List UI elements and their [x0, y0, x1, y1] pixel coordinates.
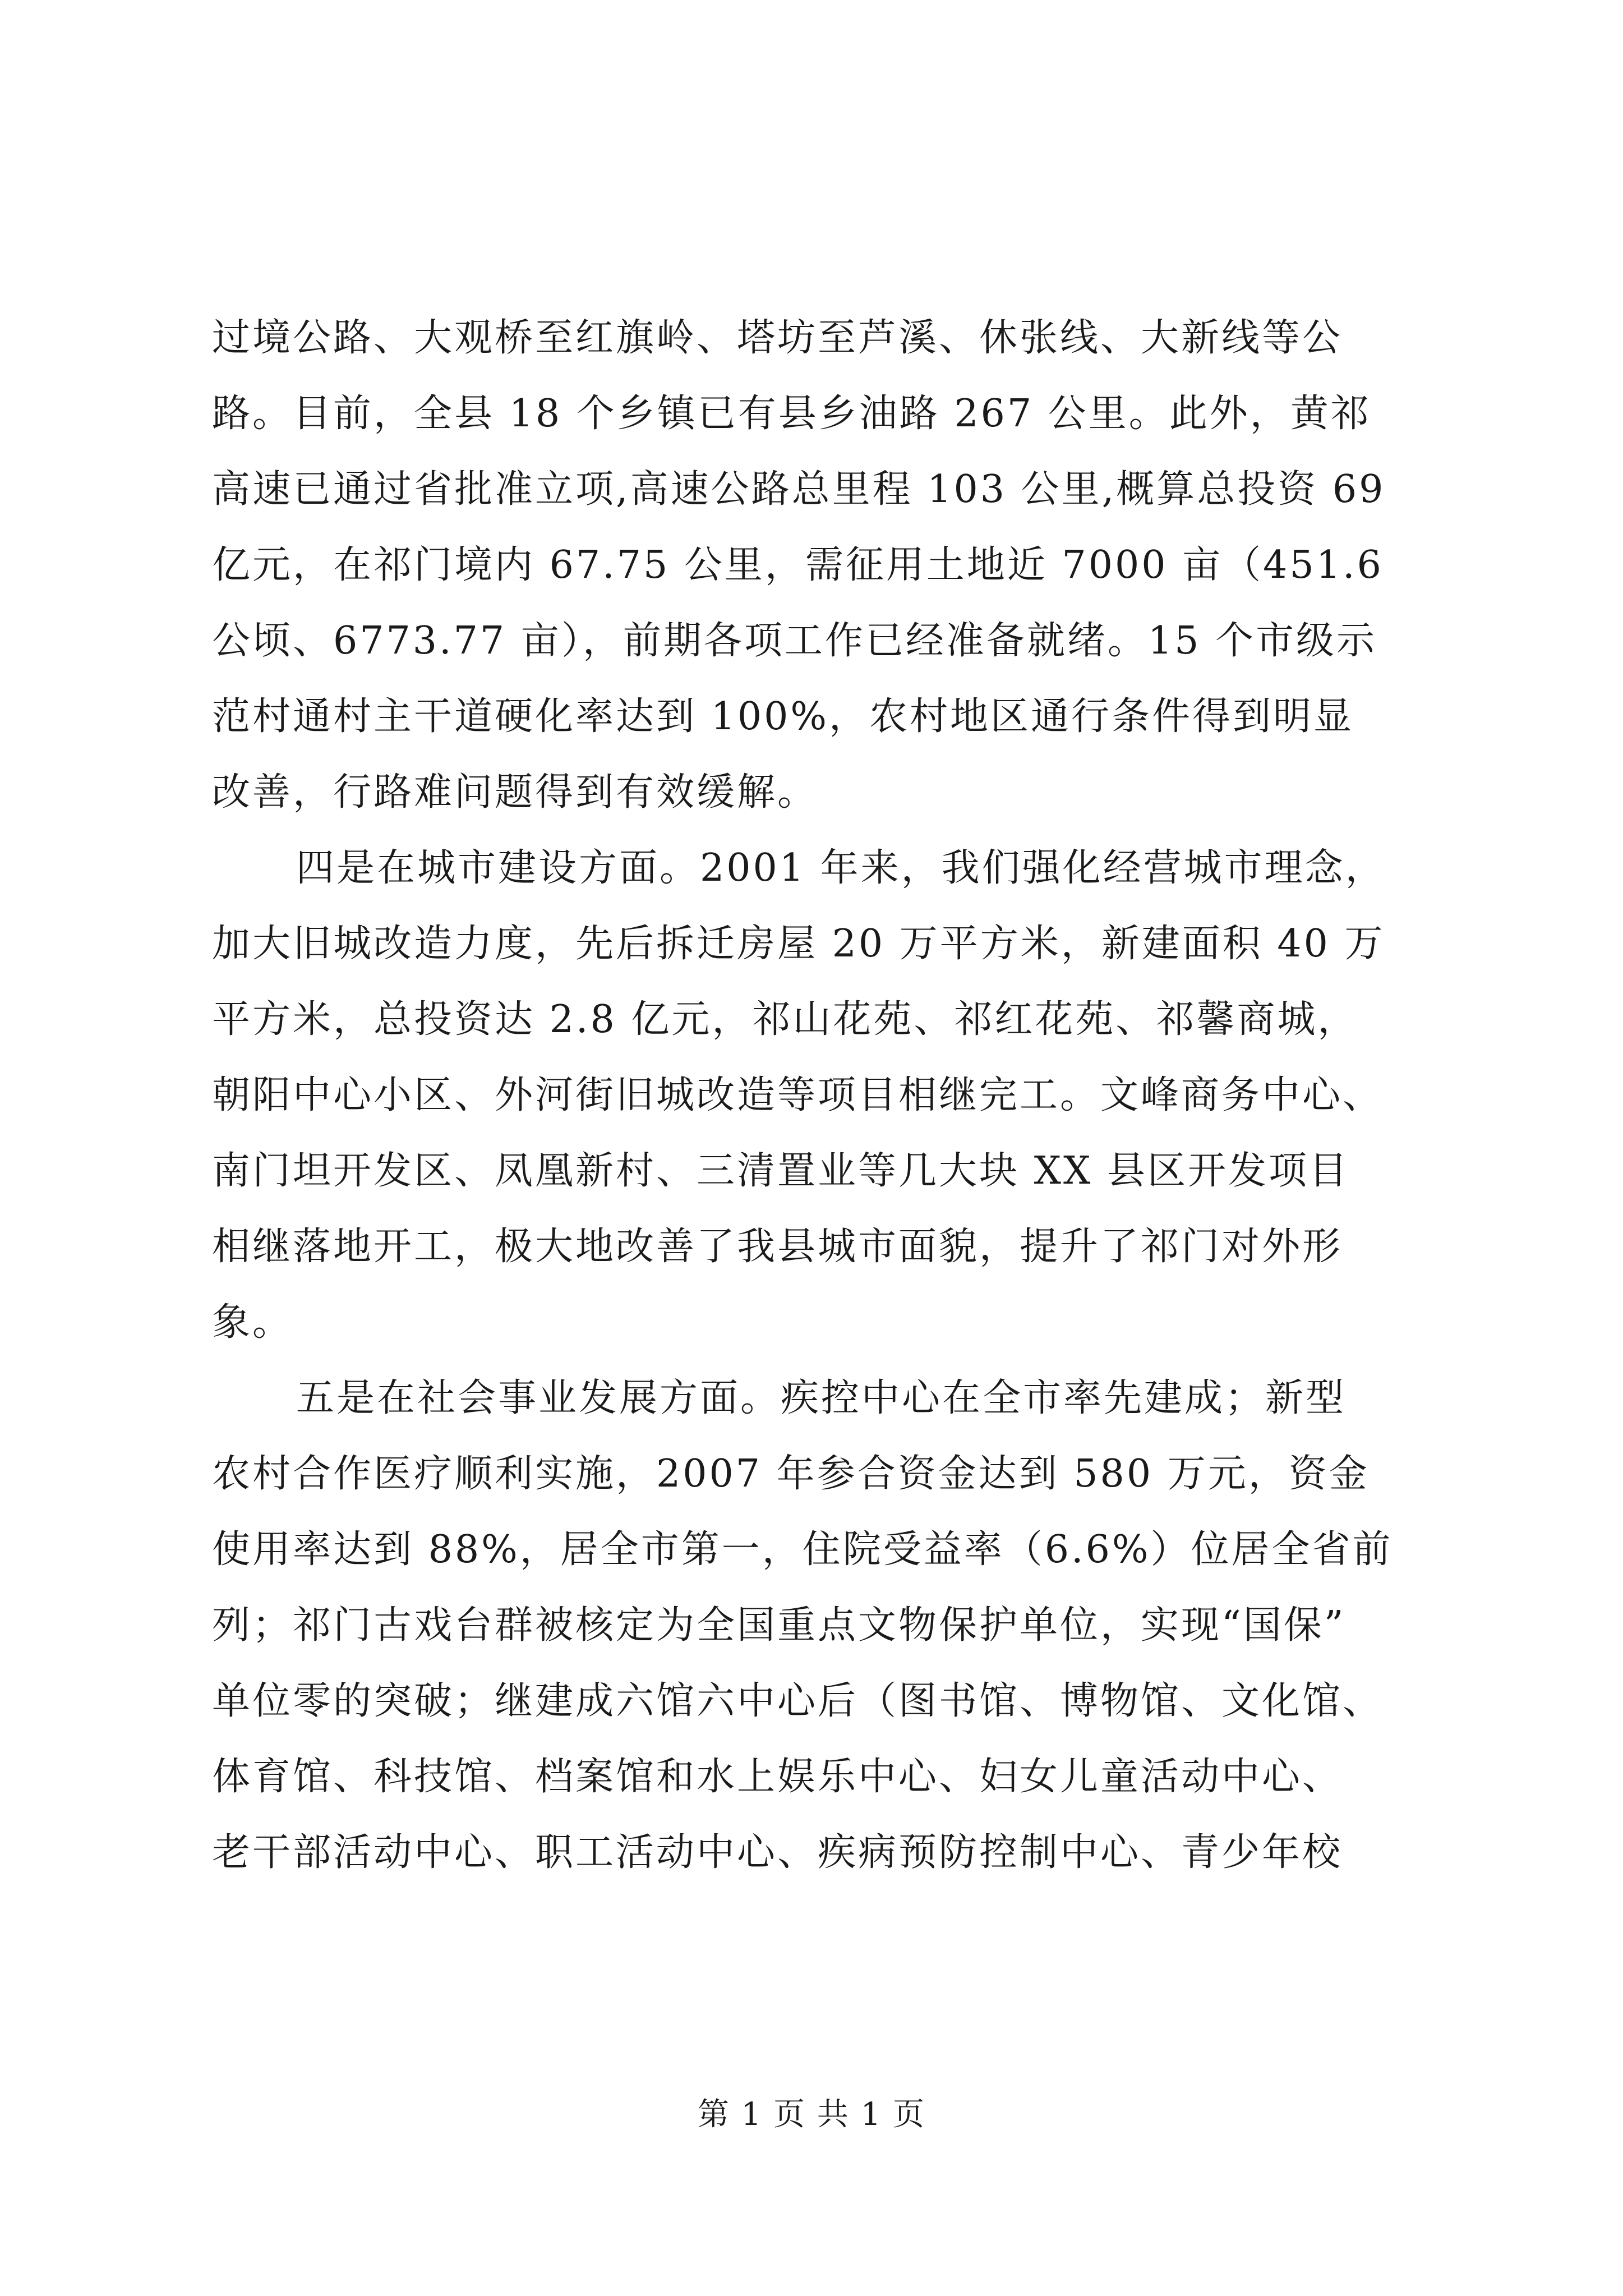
text-line: 老干部活动中心、职工活动中心、疾病预防控制中心、青少年校 [212, 1830, 1343, 1875]
text-line: 相继落地开工，极大地改善了我县城市面貌，提升了祁门对外形 [212, 1225, 1343, 1269]
text-line: 路。目前，全县 18 个乡镇已有县乡油路 267 公里。此外，黄祁 [212, 392, 1371, 436]
text-line: 高速已通过省批准立项,高速公路总里程 103 公里,概算总投资 69 [212, 467, 1386, 512]
text-line: 使用率达到 88%，居全市第一，住院受益率（6.6%）位居全省前 [212, 1527, 1393, 1572]
page-footer: 第 1 页 共 1 页 [697, 2096, 926, 2133]
text-line: 过境公路、大观桥至红旗岭、塔坊至芦溪、休张线、大新线等公 [212, 316, 1343, 360]
text-line: 亿元，在祁门境内 67.75 公里，需征用土地近 7000 亩（451.6 [212, 543, 1384, 587]
text-line: 南门坦开发区、凤凰新村、三清置业等几大块 XX 县区开发项目 [212, 1149, 1350, 1193]
text-line: 加大旧城改造力度，先后拆迁房屋 20 万平方米，新建面积 40 万 [212, 922, 1385, 966]
paragraph-first-line: 四是在城市建设方面。2001 年来，我们强化经营城市理念， [296, 846, 1386, 890]
text-line: 象。 [212, 1300, 293, 1345]
text-line: 改善，行路难问题得到有效缓解。 [212, 770, 818, 815]
text-line: 范村通村主干道硬化率达到 100%，农村地区通行条件得到明显 [212, 694, 1354, 739]
text-line: 列；祁门古戏台群被核定为全国重点文物保护单位，实现“国保” [212, 1603, 1346, 1648]
paragraph-first-line: 五是在社会事业发展方面。疾控中心在全市率先建成；新型 [296, 1376, 1347, 1420]
text-line: 朝阳中心小区、外河街旧城改造等项目相继完工。文峰商务中心、 [212, 1073, 1384, 1117]
text-line: 农村合作医疗顺利实施，2007 年参合资金达到 580 万元，资金 [212, 1452, 1370, 1496]
text-line: 体育馆、科技馆、档案馆和水上娱乐中心、妇女儿童活动中心、 [212, 1755, 1343, 1799]
text-line: 公顷、6773.77 亩），前期各项工作已经准备就绪。15 个市级示 [212, 619, 1377, 663]
text-line: 平方米，总投资达 2.8 亿元，祁山花苑、祁红花苑、祁馨商城， [212, 997, 1358, 1042]
text-line: 单位零的突破；继建成六馆六中心后（图书馆、博物馆、文化馆、 [212, 1679, 1384, 1723]
